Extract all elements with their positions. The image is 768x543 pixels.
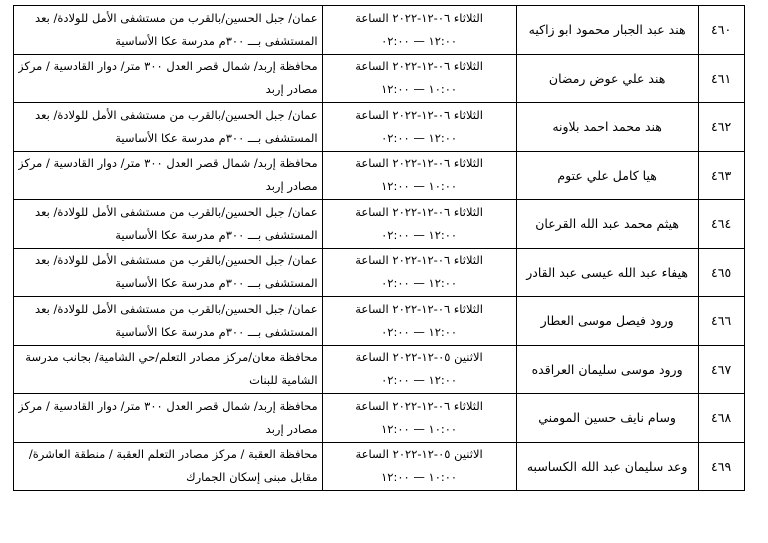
location-line-2: المستشفى بـــ ٣٠٠م مدرسة عكا الأساسية	[115, 130, 318, 145]
location-cell	[14, 151, 323, 200]
person-name: هيا كامل علي عتوم	[516, 151, 698, 200]
date-time-cell	[322, 442, 516, 491]
exam-time: ١٠:٠٠ — ١٢:٠٠	[381, 421, 458, 436]
table-row	[14, 297, 745, 346]
location-cell	[14, 103, 323, 152]
schedule-table-body	[14, 6, 745, 491]
location-line-1: محافظة العقبة / مركز مصادر التعلم العقبة / منطقة العاشرة/	[28, 447, 318, 462]
person-name: هند علي عوض رمضان	[516, 54, 698, 103]
location-line-2: مقابل مبنى إسكان الجمارك	[186, 470, 318, 485]
row-number: ٤٦٦	[698, 297, 744, 346]
exam-time: ١٢:٠٠ — ٠٢:٠٠	[381, 276, 458, 291]
person-name: هيثم محمد عبد الله القرعان	[516, 200, 698, 249]
location-cell	[14, 54, 323, 103]
row-number: ٤٦٩	[698, 442, 744, 491]
exam-date: الاثنين ٠٥-١٢-٢٠٢٢ الساعة	[355, 447, 483, 462]
schedule-table	[13, 5, 745, 491]
location-line-2: الشامية للبنات	[249, 373, 318, 388]
exam-time: ١٢:٠٠ — ٠٢:٠٠	[381, 373, 458, 388]
date-time-cell	[322, 394, 516, 443]
person-name: ورود فيصل موسى العطار	[516, 297, 698, 346]
location-cell	[14, 345, 323, 394]
person-name: هند عبد الجبار محمود ابو زاكيه	[516, 6, 698, 55]
row-number: ٤٦٢	[698, 103, 744, 152]
row-number: ٤٦٤	[698, 200, 744, 249]
location-line-1: عمان/ جبل الحسين/بالقرب من مستشفى الأمل للولادة/ بعد	[35, 253, 318, 268]
location-cell	[14, 442, 323, 491]
exam-date: الثلاثاء ٠٦-١٢-٢٠٢٢ الساعة	[355, 253, 483, 268]
row-number: ٤٦٥	[698, 248, 744, 297]
location-cell	[14, 248, 323, 297]
table-row	[14, 6, 745, 55]
table-row	[14, 345, 745, 394]
date-time-cell	[322, 151, 516, 200]
location-line-1: عمان/ جبل الحسين/بالقرب من مستشفى الأمل للولادة/ بعد	[35, 204, 318, 219]
location-line-2: المستشفى بـــ ٣٠٠م مدرسة عكا الأساسية	[115, 276, 318, 291]
date-time-cell	[322, 248, 516, 297]
table-row	[14, 200, 745, 249]
table-row	[14, 103, 745, 152]
location-line-1: محافظة إربد/ شمال قصر العدل ٣٠٠ متر/ دوار القادسية / مركز	[18, 156, 318, 171]
table-row	[14, 151, 745, 200]
date-time-cell	[322, 297, 516, 346]
location-line-1: عمان/ جبل الحسين/بالقرب من مستشفى الأمل للولادة/ بعد	[35, 107, 318, 122]
exam-date: الثلاثاء ٠٦-١٢-٢٠٢٢ الساعة	[355, 107, 483, 122]
table-row	[14, 248, 745, 297]
row-number: ٤٦٣	[698, 151, 744, 200]
exam-date: الثلاثاء ٠٦-١٢-٢٠٢٢ الساعة	[355, 59, 483, 74]
location-line-1: محافظة معان/مركز مصادر التعلم/حي الشامية/ بجانب مدرسة	[25, 350, 318, 365]
exam-date: الثلاثاء ٠٦-١٢-٢٠٢٢ الساعة	[355, 301, 483, 316]
person-name: هيفاء عبد الله عيسى عبد القادر	[516, 248, 698, 297]
exam-date: الثلاثاء ٠٦-١٢-٢٠٢٢ الساعة	[355, 156, 483, 171]
location-line-2: مصادر إربد	[265, 179, 318, 194]
exam-time: ١٠:٠٠ — ١٢:٠٠	[381, 470, 458, 485]
date-time-cell	[322, 6, 516, 55]
location-line-2: المستشفى بـــ ٣٠٠م مدرسة عكا الأساسية	[115, 324, 318, 339]
location-line-1: عمان/ جبل الحسين/بالقرب من مستشفى الأمل للولادة/ بعد	[35, 301, 318, 316]
location-cell	[14, 394, 323, 443]
exam-time: ١٢:٠٠ — ٠٢:٠٠	[381, 130, 458, 145]
person-name: وعد سليمان عبد الله الكساسبه	[516, 442, 698, 491]
date-time-cell	[322, 103, 516, 152]
location-line-2: المستشفى بـــ ٣٠٠م مدرسة عكا الأساسية	[115, 227, 318, 242]
table-row	[14, 54, 745, 103]
exam-time: ١٢:٠٠ — ٠٢:٠٠	[381, 227, 458, 242]
exam-time: ١٠:٠٠ — ١٢:٠٠	[381, 82, 458, 97]
exam-date: الثلاثاء ٠٦-١٢-٢٠٢٢ الساعة	[355, 10, 483, 25]
location-line-2: مصادر إربد	[265, 82, 318, 97]
location-line-2: المستشفى بـــ ٣٠٠م مدرسة عكا الأساسية	[115, 33, 318, 48]
exam-date: الثلاثاء ٠٦-١٢-٢٠٢٢ الساعة	[355, 204, 483, 219]
date-time-cell	[322, 200, 516, 249]
person-name: وسام نايف حسين المومني	[516, 394, 698, 443]
location-cell	[14, 6, 323, 55]
location-cell	[14, 200, 323, 249]
location-line-1: محافظة إربد/ شمال قصر العدل ٣٠٠ متر/ دوار القادسية / مركز	[18, 398, 318, 413]
person-name: هند محمد احمد بلاونه	[516, 103, 698, 152]
table-row	[14, 394, 745, 443]
location-line-2: مصادر إربد	[265, 421, 318, 436]
date-time-cell	[322, 345, 516, 394]
row-number: ٤٦١	[698, 54, 744, 103]
table-row	[14, 442, 745, 491]
exam-time: ١٢:٠٠ — ٠٢:٠٠	[381, 324, 458, 339]
location-line-1: عمان/ جبل الحسين/بالقرب من مستشفى الأمل للولادة/ بعد	[35, 10, 318, 25]
row-number: ٤٦٧	[698, 345, 744, 394]
row-number: ٤٦٠	[698, 6, 744, 55]
exam-date: الثلاثاء ٠٦-١٢-٢٠٢٢ الساعة	[355, 398, 483, 413]
date-time-cell	[322, 54, 516, 103]
exam-time: ١٢:٠٠ — ٠٢:٠٠	[381, 33, 458, 48]
location-cell	[14, 297, 323, 346]
exam-date: الاثنين ٠٥-١٢-٢٠٢٢ الساعة	[355, 350, 483, 365]
location-line-1: محافظة إربد/ شمال قصر العدل ٣٠٠ متر/ دوار القادسية / مركز	[18, 59, 318, 74]
exam-time: ١٠:٠٠ — ١٢:٠٠	[381, 179, 458, 194]
row-number: ٤٦٨	[698, 394, 744, 443]
person-name: ورود موسى سليمان العراقده	[516, 345, 698, 394]
